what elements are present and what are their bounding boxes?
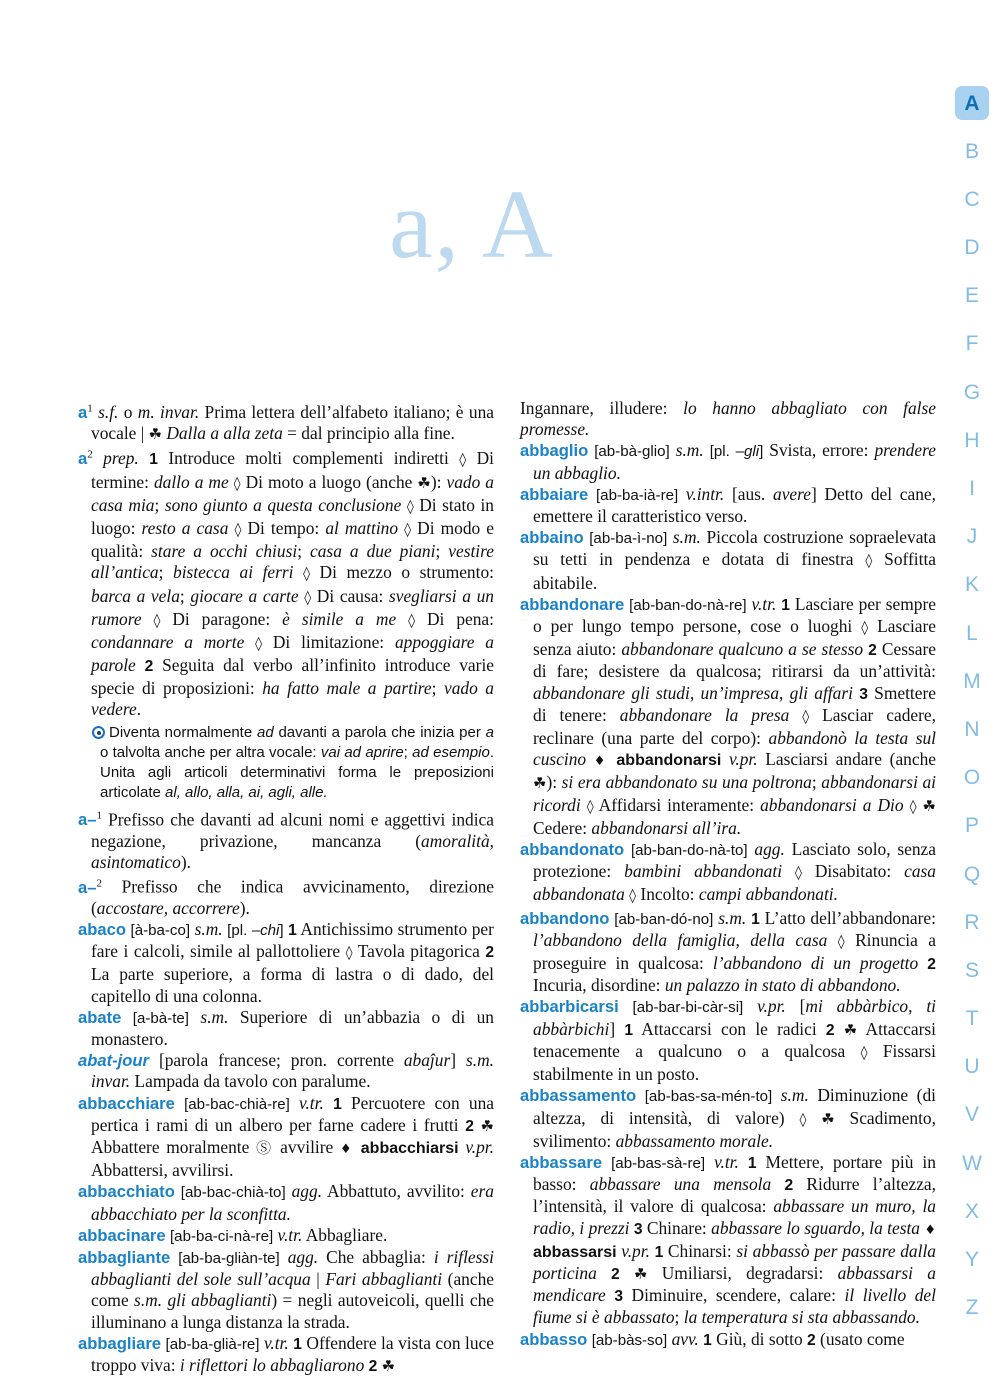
dictionary-entry (78, 919, 494, 1007)
entry-definition: [parola francese; pron. corrente abaĵur] s.m. invar. Lampada da tavolo con paralume. (91, 1050, 494, 1092)
alpha-tab-v[interactable]: V (964, 1103, 979, 1127)
dictionary-entry (78, 1181, 494, 1224)
alpha-tab-i[interactable]: I (969, 477, 975, 500)
pronunciation: [ab-bà-glio] (594, 443, 670, 461)
left-column (78, 398, 495, 1376)
pronunciation: [à-ba-co] (130, 921, 191, 939)
headword[interactable]: a–$^1$ (78, 809, 102, 830)
alpha-tab-m[interactable]: M (963, 669, 981, 693)
headword[interactable]: abbacchiare (78, 1093, 175, 1113)
headword[interactable]: abbagliante (78, 1248, 171, 1268)
headword[interactable]: abbaino (520, 528, 584, 548)
dictionary-entry (520, 527, 936, 594)
right-column (520, 398, 936, 1348)
pronunciation: [ab-ban-do-nà-to] (630, 842, 748, 860)
entry-definition: agg. Che abbaglia: i riflessi abbaglianti del sole sull’acqua | Fari abbaglianti (anche come s.m. gli abbaglianti) = negli autoveicoli, quelli che illuminano a lunga distanza la strada. (91, 1247, 495, 1332)
alpha-tab-b[interactable]: B (964, 139, 979, 163)
dictionary-entry (520, 1152, 936, 1329)
entry-definition: s.m. [pl. –gli] Svista, errore: prendere un abbaglio. (533, 440, 936, 483)
headword[interactable]: abat-jour (78, 1051, 149, 1071)
headword[interactable]: abaco (78, 919, 126, 939)
entry-definition: s.m. Diminuzione (di altezza, di intensità, di valore) ◊ ☘ Scadimento, svilimento: abbassamento morale. (533, 1085, 936, 1151)
entry-definition: agg. Abbattuto, avvilito: era abbacchiato per la sconfitta. (91, 1181, 494, 1224)
alpha-tab-z[interactable]: Z (965, 1296, 979, 1320)
entry-definition: v.pr. [mi abbàrbico, ti abbàrbichi] 1 Attaccarsi con le radici 2 ☘ Attaccarsi tenacemente a qualcuno o a qualcosa ◊ Fissarsi stabilmente in un posto. (533, 996, 936, 1085)
alphabet-index-rail (944, 0, 1000, 1395)
alpha-tab-e[interactable]: E (964, 284, 979, 308)
entry-definition: v.tr. Abbagliare. (277, 1224, 388, 1245)
entry-definition: s.f. o m. invar. Prima lettera dell’alfabeto italiano; è una vocale | ☘ Dalla a alla zeta = dal principio alla fine. (91, 401, 494, 443)
pronunciation: [ab-bac-chià-re] (184, 1095, 290, 1113)
entry-definition: s.m. [pl. –chi] 1 Antichissimo strumento per fare i calcoli, simile al pallottoliere ◊ Tavola pitagorica 2 La parte superiore, a forma di lastra o di dado, del capitello di una colonna. (91, 918, 495, 1006)
dictionary-entry (520, 996, 936, 1085)
dictionary-entry (520, 839, 936, 908)
alpha-tab-d[interactable]: D (964, 236, 980, 260)
headword[interactable]: abbacinare (78, 1225, 166, 1245)
dictionary-entry (520, 440, 936, 483)
entry-definition: v.intr. [aus. avere] Detto del cane, emettere il caratteristico verso. (533, 483, 936, 527)
pronunciation: [ab-bac-chià-to] (180, 1184, 286, 1202)
entry-definition: Ingannare, illudere: lo hanno abbagliato con false promesse. (520, 398, 936, 440)
alpha-tab-f[interactable]: F (965, 332, 979, 356)
pronunciation: [ab-ba-ì-no] (589, 530, 668, 548)
headword[interactable]: $a^2$ (78, 448, 93, 469)
entry-definition: s.m. 1 L’atto dell’abbandonare: l’abbandono della famiglia, della casa ◊ Rinuncia a proseguire in qualcosa: l’abbandono di un progetto 2 Incuria, disordine: un palazzo in stato di abbandono. (533, 907, 936, 996)
pronunciation: [ab-bas-sa-mén-to] (644, 1088, 773, 1106)
eye-icon (92, 726, 105, 739)
dictionary-columns (78, 398, 937, 1376)
headword[interactable]: abbassamento (520, 1086, 637, 1106)
headword[interactable]: $a^1$ (78, 402, 93, 422)
headword[interactable]: abbasso (520, 1329, 588, 1349)
pronunciation: [ab-bas-sà-re] (611, 1154, 706, 1172)
dictionary-entry (520, 908, 936, 997)
dictionary-entry (78, 1007, 494, 1050)
pronunciation: [ab-ban-dó-no] (614, 910, 714, 928)
alpha-tab-j[interactable]: J (966, 525, 978, 549)
dictionary-entry (78, 873, 494, 919)
entry-definition: Prefisso che davanti ad alcuni nomi e aggettivi indica negazione, privazione, mancanza (amoralità, asintomatico). (91, 809, 494, 872)
alpha-tab-u[interactable]: U (964, 1055, 980, 1079)
dictionary-entry (78, 445, 494, 720)
headword[interactable]: abbaiare (520, 484, 589, 504)
entry-definition: v.tr. 1 Lasciare per sempre o per lungo tempo persone, cose o luoghi ◊ Lasciare senza aiuto: abbandonare qualcuno a se stesso 2 Cessare di fare; desistere da qualcosa; ritirarsi da un’attività: abbandonare gli studi, un’impresa, gli affari 3 Smettere di tenere: abbandonare la presa ◊ Lasciar cadere, reclinare (una parte del corpo): abbandonò la testa sul cuscino ♦ abbandonarsi v.pr. Lasciarsi andare (anche ☘): si era abbandonato su una poltrona; abbandonarsi ai ricordi ◊ Affidarsi interamente: abbandonarsi a Dio ◊ ☘ Cedere: abbandonarsi all’ira. (533, 593, 937, 838)
entry-definition: agg. Lasciato solo, senza protezione: bambini abbandonati ◊ Disabitato: casa abbandonata ◊ Incolto: campi abbandonati. (533, 839, 937, 905)
alpha-tab-o[interactable]: O (963, 766, 981, 790)
pronunciation: [ab-ba-ci-nà-re] (169, 1227, 274, 1245)
usage-note-text: Diventa normalmente ad davanti a parola che inizia per a o talvolta anche per altra vocale: vai ad aprire; ad esempio. Unita agli articoli determinativi forma le preposizioni articolate al, allo, alla, ai, agli, alle. (100, 723, 494, 801)
page-title: a, A (389, 171, 555, 279)
alpha-tab-g[interactable]: G (963, 380, 981, 404)
dictionary-entry (520, 1329, 936, 1351)
dictionary-entry (78, 806, 494, 873)
alpha-tab-w[interactable]: W (962, 1151, 982, 1175)
entry-definition: Prefisso che indica avvicinamento, direzione (accostare, accorrere). (91, 876, 494, 918)
alpha-tab-r[interactable]: R (964, 910, 980, 934)
headword[interactable]: abbassare (520, 1152, 603, 1172)
headword[interactable]: abbaglio (520, 441, 589, 461)
headword[interactable]: a–$^2$ (78, 877, 102, 897)
entry-definition: v.tr. 1 Percuotere con una pertica i rami di un albero per farne cadere i frutti 2 ☘ Abbattere moralmente Ⓢ avvilire ♦ abbacchiarsi v.pr. Abbattersi, avvilirsi. (91, 1092, 494, 1181)
alpha-tab-a[interactable]: A (955, 86, 989, 120)
pronunciation: [ab-ba-ià-re] (595, 486, 679, 504)
headword[interactable]: abbandonare (520, 594, 625, 614)
alpha-tab-p[interactable]: P (964, 814, 979, 838)
entry-definition: s.m. Piccola costruzione sopraelevata su tetti in pendenza e dotata di finestra ◊ Soffitta abitabile. (533, 527, 936, 593)
usage-note (78, 723, 494, 803)
headword[interactable]: abbacchiato (78, 1182, 175, 1202)
dictionary-entry (78, 1050, 494, 1092)
headword[interactable]: abbagliare (78, 1333, 162, 1353)
alpha-tab-h[interactable]: H (964, 428, 980, 452)
dictionary-entry (78, 1333, 494, 1377)
headword[interactable]: abbandono (520, 908, 610, 928)
dictionary-entry (78, 398, 494, 445)
headword[interactable]: abbarbicarsi (520, 997, 619, 1017)
headword[interactable]: abbandonato (520, 840, 625, 860)
alpha-tab-s[interactable]: S (964, 958, 979, 982)
dictionary-entry (520, 594, 936, 839)
dictionary-entry (78, 1247, 494, 1333)
entry-definition: v.tr. 1 Mettere, portare più in basso: abbassare una mensola 2 Ridurre l’altezza, l’intensità, il valore di qualcosa: abbassare un muro, la radio, i prezzi 3 Chinare: abbassare lo sguardo, la testa ♦ abbassarsi v.pr. 1 Chinarsi: si abbassò per passare dalla porticina 2 ☘ Umiliarsi, degradarsi: abbassarsi a mendicare 3 Diminuire, scendere, calare: il livello del fiume si è abbassato; la temperatura si sta abbassando. (533, 1151, 937, 1328)
pronunciation: [a-bà-te] (132, 1009, 189, 1027)
alpha-tab-c[interactable]: C (964, 187, 980, 211)
alpha-tab-y[interactable]: Y (964, 1248, 979, 1271)
alpha-tab-k[interactable]: K (964, 573, 979, 597)
entry-continuation (520, 398, 936, 440)
dictionary-entry (520, 484, 936, 527)
dictionary-entry (78, 1093, 494, 1182)
dictionary-entry (78, 1225, 494, 1247)
alpha-tab-n[interactable]: N (964, 717, 980, 741)
dictionary-entry (520, 1085, 936, 1152)
alpha-tab-x[interactable]: X (964, 1199, 979, 1223)
pronunciation: [ab-ba-gliàn-te] (178, 1250, 280, 1268)
entry-definition: prep. 1 Introduce molti complementi indiretti ◊ Di termine: dallo a me ◊ Di moto a luogo (anche ☘): vado a casa mia; sono giunto a questa conclusione ◊ Di stato in luogo: resto a casa ◊ Di tempo: al mattino ◊ Di modo e qualità: stare a occhi chiusi; casa a due piani; vestire all’antica; bistecca ai ferri ◊ Di mezzo o strumento: barca a vela; giocare a carte ◊ Di causa: svegliarsi a un rumore ◊ Di paragone: è simile a me ◊ Di pena: condannare a morte ◊ Di limitazione: appoggiare a parole 2 Seguita dal verbo all’infinito introduce varie specie di proposizioni: ha fatto male a partire; vado a vedere. (91, 448, 495, 719)
pronunciation: [ab-ban-do-nà-re] (629, 596, 747, 614)
alpha-tab-t[interactable]: T (965, 1007, 979, 1031)
headword[interactable]: abate (78, 1007, 122, 1027)
alpha-tab-q[interactable]: Q (963, 862, 981, 886)
pronunciation: [ab-bar-bi-càr-si] (632, 999, 744, 1017)
alpha-tab-l[interactable]: L (966, 621, 978, 645)
pronunciation: [ab-ba-glià-re] (165, 1335, 260, 1353)
entry-definition: s.m. Superiore di un’abbazia o di un monastero. (91, 1006, 494, 1049)
entry-definition: v.tr. 1 Offendere la vista con luce troppo viva: i riflettori lo abbagliarono 2 ☘ (91, 1332, 494, 1376)
pronunciation: [ab-bàs-so] (591, 1331, 668, 1349)
entry-definition: avv. 1 Giù, di sotto 2 (usato come (671, 1328, 905, 1349)
